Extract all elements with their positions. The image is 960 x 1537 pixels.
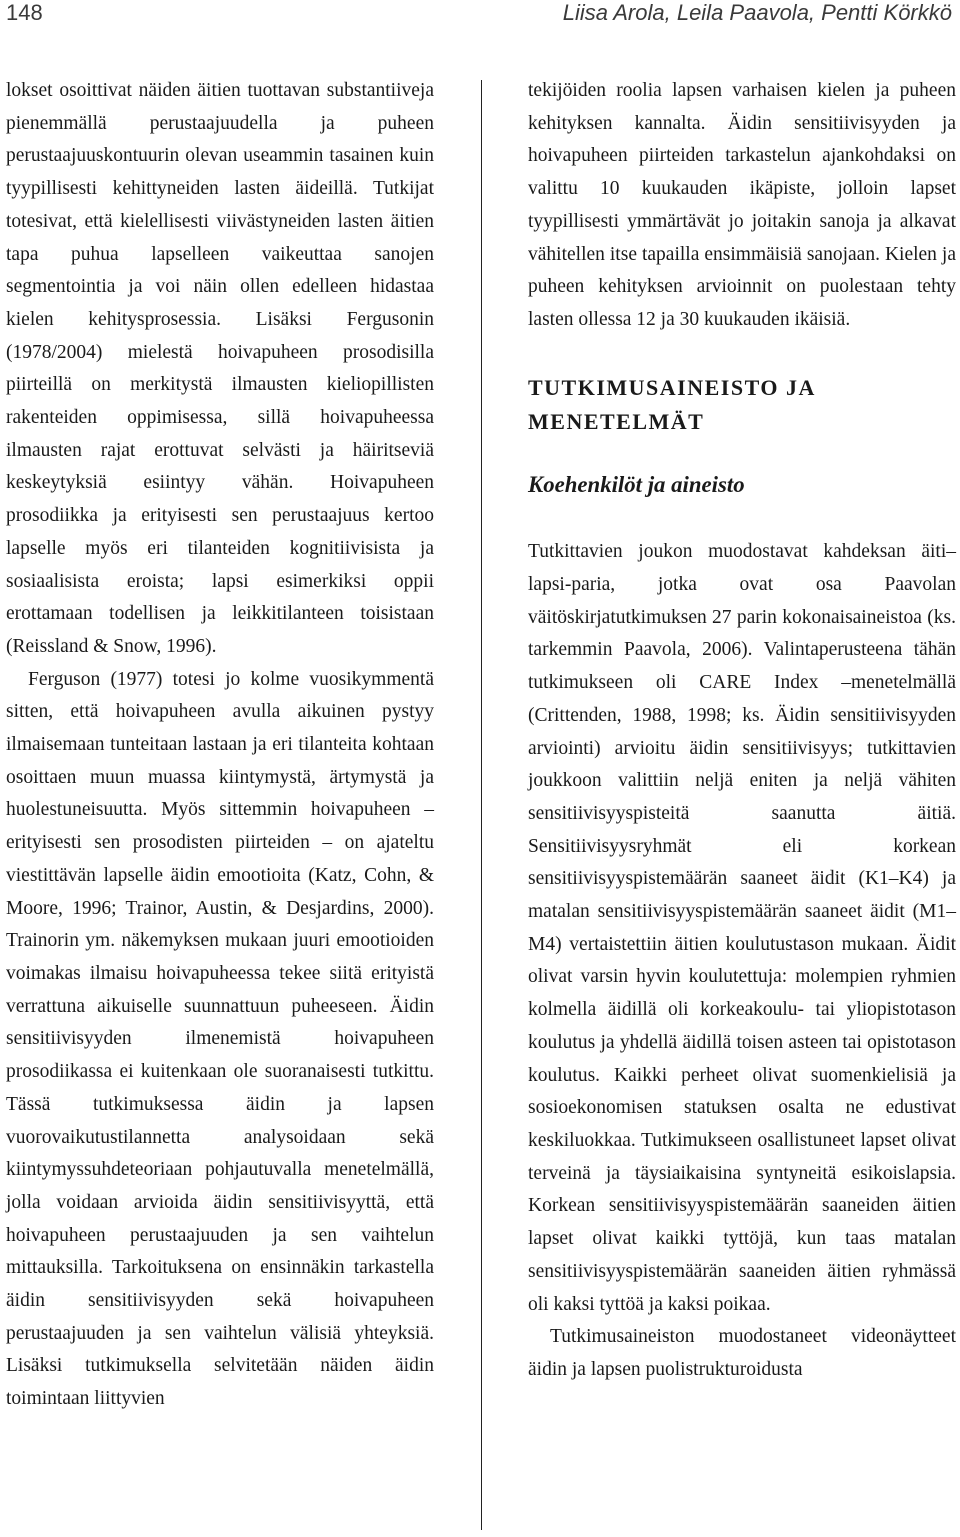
column-divider: [481, 80, 482, 1530]
body-paragraph: Tutkimusaineiston muodostaneet videonäytteet äidin ja lapsen puolistrukturoidusta: [528, 1326, 956, 1380]
body-paragraph: Tutkittavien joukon muodostavat kahdeksan äiti–lapsi-paria, jotka ovat osa Paavolan väitöskirjatutkimuksen 27 parin kokonaisaineistoa (ks. tarkemmin Paavola, 2006). Valintaperusteena tähän tutkimukseen oli CARE Index –menetelmällä (Crittenden, 1988, 1998; ks. Äidin sensitiivisyyden arviointi) arvioitu äidin sensitiivisyys; tutkittavien joukkoon valittiin neljä eniten ja neljä vähiten sensitiivisyyspisteitä saanutta äitiä. Sensitiivisyysryhmät eli korkean sensitiivisyyspistemäärän saaneet äidit (K1–K4) ja matalan sensitiivisyyspistemäärän saaneet äidit (M1–M4) vertaistettiin äitien koulutustason mukaan. Äidit olivat varsin hyvin koulutettuja: molempien ryhmien kolmella äidillä oli korkeakoulu- tai yliopistotason koulutus ja yhdellä äidillä toisen asteen tai opistotason koulutus. Kaikki perheet olivat suomenkielisiä ja sosioekonomisen statuksen osalta ne edustivat keskiluokkaa. Tutkimukseen osallistuneet lapset olivat terveinä ja täysiaikaisina syntyneitä esikoislapsia. Korkean sensitiivisyyspistemäärän saaneiden äitien lapset olivat kaikki tyttöjä, kun taas matalan sensitiivisyyspistemäärän saaneiden äitien ryhmässä oli kaksi tyttöä ja kaksi poikaa.: [528, 541, 956, 1315]
right-column: [528, 75, 956, 1387]
left-column: [6, 75, 434, 1416]
body-paragraph: lokset osoittivat näiden äitien tuottavan substantiiveja pienemmällä perustaajuudella ja puheen perustaajuuskontuurin olevan useammin tasainen kuin tyypillisesti kehittyneiden lasten äideillä. Tutkijat totesivat, että kielellisesti viivästyneiden lasten äitien tapa puhua lapselleen vaikeuttaa sanojen segmentointia ja voi näin ollen edelleen hidastaa kielen kehitysprosessia. Lisäksi Fergusonin (1978/2004) mielestä hoivapuheen prosodisilla piirteillä on merkitystä ilmausten kieliopillisten rakenteiden oppimisessa, sillä hoivapuheessa ilmausten rajat erottuvat selvästi ja häiritseviä keskeytyksiä esiintyy vähän. Hoivapuheen prosodiikka ja erityisesti sen perustaajuus kertoo lapselle myös eri tilanteiden kognitiivisista ja sosiaalisista eroista; lapsi esimerkiksi oppii erottamaan todellisen ja leikkitilanteen toisistaan (Reissland & Snow, 1996).: [6, 80, 434, 657]
subsection-heading: Koehenkilöt ja aineisto: [528, 471, 745, 497]
section-heading: TUTKIMUSAINEISTO JA MENETELMÄT: [528, 374, 815, 434]
body-paragraph: Ferguson (1977) totesi jo kolme vuosikymmentä sitten, että hoivapuheen avulla aikuinen pystyy ilmaisemaan tunteitaan lastaan ja eri tilanteita kohtaan osoittaen muun muassa kiintymystä, ärtymystä ja huolestuneisuutta. Myös sittemmin hoivapuheen – erityisesti sen prosodisten piirteiden – on ajateltu viestittävän lapselle äidin emootioita (Katz, Cohn, & Moore, 1996; Trainor, Austin, & Desjardins, 2000). Trainorin ym. näkemyksen mukaan juuri emootioiden voimakas ilmaisu hoivapuheessa tekee siitä erityistä verrattuna aikuiselle suunnattuun puheeseen. Äidin sensitiivisyyden ilmenemistä hoivapuheen prosodiikassa ei kuitenkaan ole suoranaisesti tutkittu. Tässä tutkimuksessa äidin ja lapsen vuorovaikutustilannetta analysoidaan sekä kiintymyssuhdeteoriaan pohjautuvalla menetelmällä, jolla voidaan arvioida äidin sensitiivisyyttä, että hoivapuheen perustaajuuden ja sen vaihtelun mittauksilla. Tarkoituksena on ensinnäkin tarkastella äidin sensitiivisyyden sekä hoivapuheen perustaajuuden ja sen vaihtelun välisiä yhteyksiä. Lisäksi tutkimuksella selvitetään näiden äidin toimintaan liittyvien: [6, 668, 434, 1410]
page-number: 148: [6, 0, 43, 25]
running-head-authors: Liisa Arola, Leila Paavola, Pentti Körkkö: [562, 0, 952, 25]
body-paragraph: tekijöiden roolia lapsen varhaisen kielen ja puheen kehityksen kannalta. Äidin sensitiivisyyden ja hoivapuheen piirteiden tarkastelun ajankohdaksi on valittu 10 kuukauden ikäpiste, jolloin lapset tyypillisesti ymmärtävät jo joitakin sanoja ja alkavat vähitellen itse tapailla ensimmäisiä sanojaan. Kielen ja puheen kehityksen arvioinnit on puolestaan tehty lasten ollessa 12 ja 30 kuukauden ikäisiä.: [528, 80, 956, 330]
page-header: [0, 0, 960, 30]
